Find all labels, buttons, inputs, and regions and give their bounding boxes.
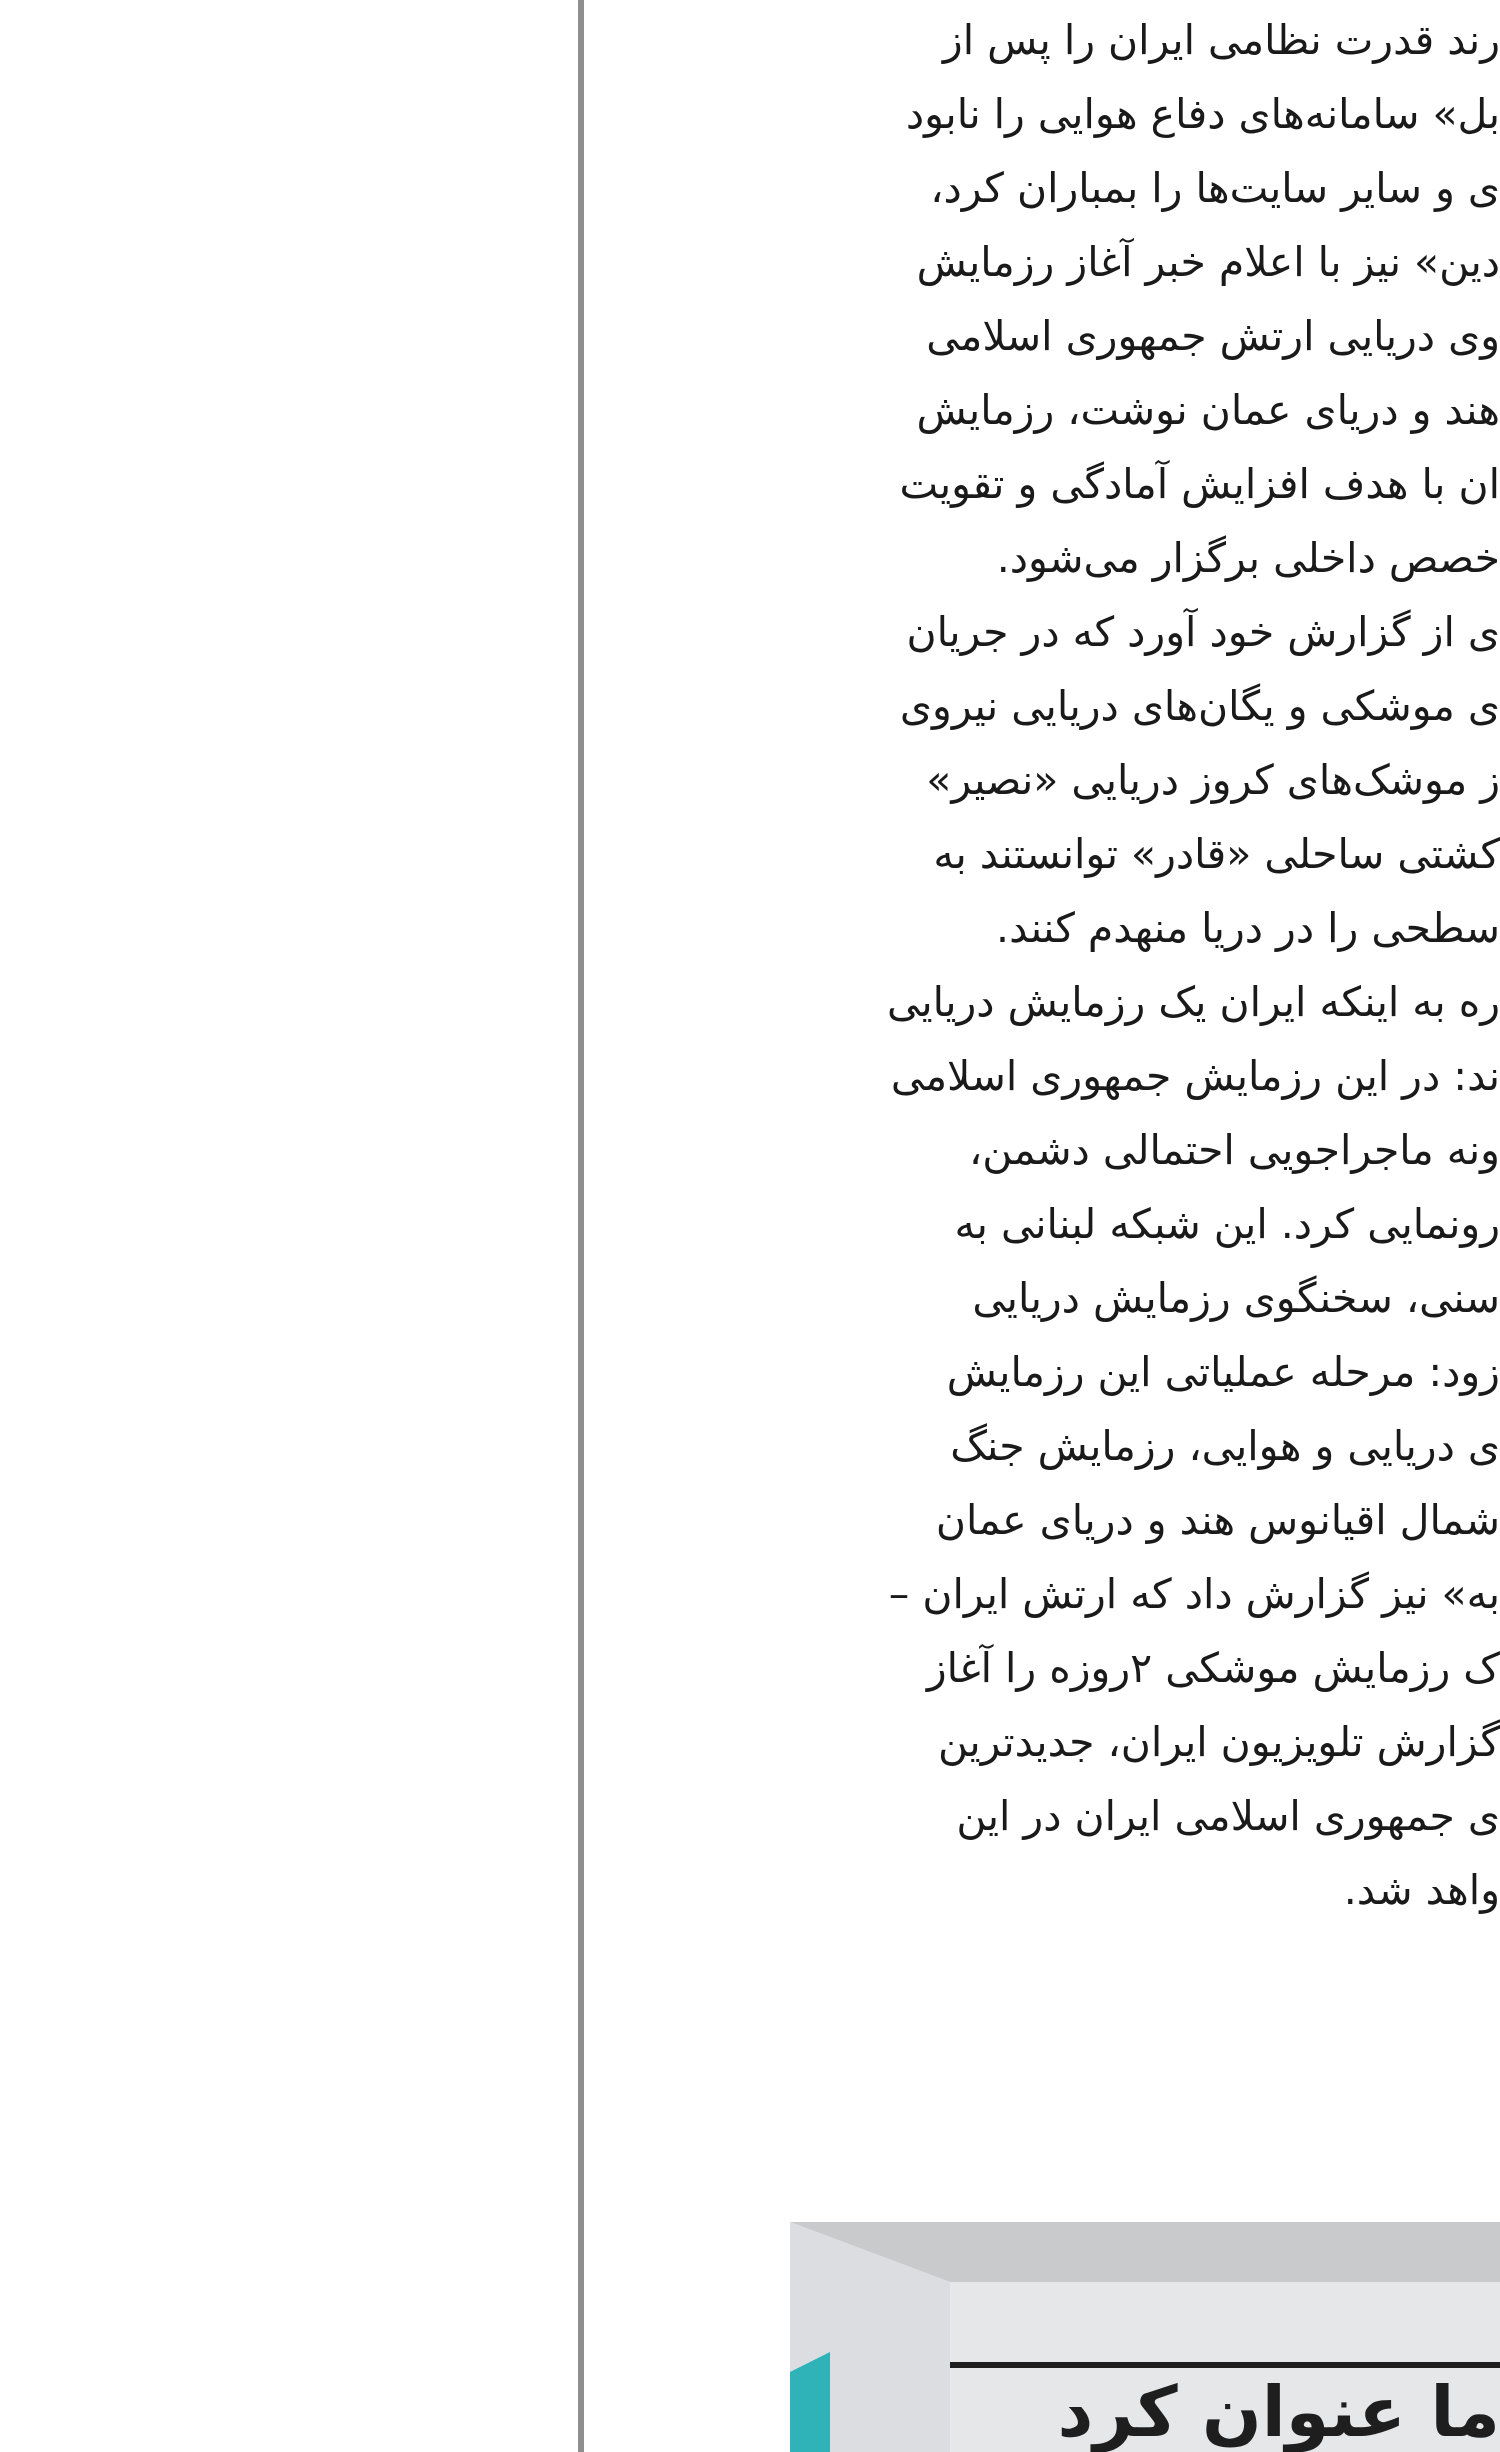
- column-divider: [578, 0, 584, 2452]
- text-line: ونه ماجراجویی احتمالی دشمن،: [969, 1126, 1500, 1174]
- text-line: رند قدرت نظامی ایران را پس از: [942, 16, 1500, 64]
- text-line: ی و سایر سایت‌ها را بمباران کرد،: [930, 164, 1500, 212]
- text-line: خصص داخلی برگزار می‌شود.: [996, 534, 1500, 582]
- text-line: گزارش تلویزیون ایران، جدیدترین: [938, 1718, 1500, 1766]
- text-line: ی از گزارش خود آورد که در جریان: [906, 608, 1500, 656]
- text-line: رونمایی کرد. این شبکه لبنانی به: [954, 1200, 1500, 1248]
- text-line: سطحی را در دریا منهدم کنند.: [996, 904, 1500, 952]
- text-line: زود: مرحله عملیاتی این رزمایش: [946, 1348, 1500, 1396]
- text-line: ی دریایی و هوایی، رزمایش جنگ: [950, 1422, 1500, 1470]
- graphic-title-rule: [950, 2362, 1500, 2368]
- text-line: هند و دریای عمان نوشت، رزمایش: [916, 386, 1500, 434]
- text-line: بل» سامانه‌های دفاع هوایی را نابود: [905, 90, 1500, 138]
- right-article-column: [592, 0, 1500, 2210]
- text-line: ره به اینکه ایران یک رزمایش دریایی: [887, 978, 1500, 1026]
- text-line: ک رزمایش موشکی ۲روزه را آغاز: [926, 1644, 1500, 1692]
- text-line: واهد شد.: [1343, 1866, 1500, 1914]
- text-line: ند: در این رزمایش جمهوری اسلامی: [890, 1052, 1500, 1100]
- text-line: به» نیز گزارش داد که ارتش ایران –: [888, 1570, 1500, 1618]
- text-line: ز موشک‌های کروز دریایی «نصیر»: [926, 756, 1500, 804]
- text-line: ان با هدف افزایش آمادگی و تقویت: [899, 460, 1500, 508]
- text-line: سنی، سخنگوی رزمایش دریایی: [972, 1274, 1500, 1322]
- text-line: ی جمهوری اسلامی ایران در این: [956, 1792, 1500, 1840]
- text-line: ی موشکی و یگان‌های دریایی نیروی: [899, 682, 1500, 730]
- text-line: شمال اقیانوس هند و دریای عمان: [935, 1496, 1500, 1544]
- text-line: دین» نیز با اعلام خبر آغاز رزمایش: [916, 238, 1500, 286]
- text-line: وی دریایی ارتش جمهوری اسلامی: [926, 312, 1500, 360]
- graphic-title: ما عنوان کرد: [1057, 2371, 1500, 2452]
- decorative-graphic: [790, 2222, 1500, 2452]
- text-line: کشتی ساحلی «قادر» توانستند به: [933, 830, 1500, 878]
